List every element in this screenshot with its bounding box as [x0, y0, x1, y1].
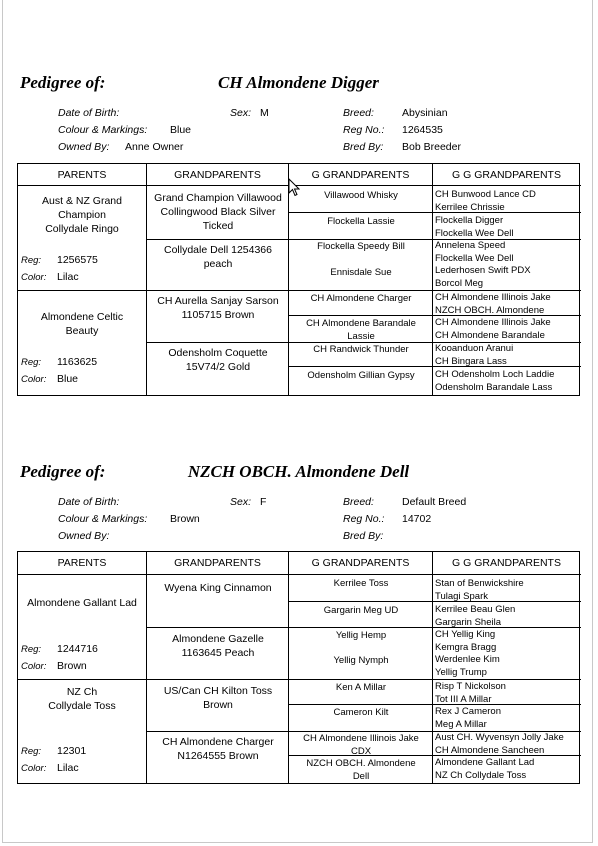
breed-field	[343, 107, 448, 119]
regno-value: 14702	[402, 513, 432, 525]
dam-color: Color: Lilac	[21, 762, 79, 774]
great-grandparent-4: Yellig Nymph	[333, 655, 389, 666]
breed-label: Breed:	[343, 496, 374, 508]
great-grandparent-3: Yellig Hemp	[335, 630, 387, 641]
breed-value: Abysinian	[402, 107, 448, 119]
dob-field	[58, 496, 119, 508]
regno-field	[343, 513, 432, 525]
great-grandparent-2: Flockella Lassie	[327, 216, 395, 227]
colour-value: Brown	[170, 513, 200, 525]
pedigree-name: CH Almondene Digger	[218, 73, 379, 92]
great-grandparent-8: NZCH OBCH. Almondene Dell	[306, 758, 416, 782]
pedigree-table	[17, 163, 580, 396]
grandparent-4: CH Almondene Charger N1264555 Brown	[162, 736, 274, 762]
sire-color: Color: Brown	[21, 660, 87, 672]
grandparent-1: Grand Champion Villawood Collingwood Black Silver Ticked	[154, 192, 282, 232]
great-grandparent-5: CH Almondene Charger	[310, 293, 412, 304]
bredby-field	[343, 530, 383, 542]
mouse-pointer-icon	[288, 178, 300, 197]
owned-label: Owned By:	[58, 530, 110, 542]
gg-grandparent-pair-6: Rex J Cameron Meg A Millar	[435, 706, 501, 730]
bredby-field	[343, 141, 461, 153]
gg-grandparent-pair-3: CH Yellig King Kemgra Bragg Werdenlee Kim Yellig Trump	[435, 629, 500, 678]
grandparent-1: Wyena King Cinnamon	[164, 582, 272, 594]
dob-label: Date of Birth:	[58, 496, 120, 508]
colour-label: Colour & Markings:	[58, 124, 148, 136]
great-grandparent-7: CH Randwick Thunder	[313, 344, 409, 355]
gg-grandparent-pair-8: CH Odensholm Loch Laddie Odensholm Barandale Lass	[435, 369, 555, 393]
regno-value: 1264535	[402, 124, 443, 136]
colour-value: Blue	[170, 124, 192, 136]
sire-reg: Reg: 1256575	[21, 254, 98, 266]
dam-name: NZ Ch Collydale Toss	[48, 686, 116, 712]
grandparent-3: CH Aurella Sanjay Sarson 1105715 Brown	[157, 295, 279, 321]
col-header-grandparents: GRANDPARENTS	[174, 169, 261, 181]
sex-field	[230, 107, 269, 119]
col-header-ggp: G GRANDPARENTS	[311, 557, 410, 569]
dam-reg: Reg: 1163625	[21, 356, 98, 368]
sex-field	[230, 496, 267, 508]
sex-label: Sex:	[230, 496, 252, 508]
gg-grandparent-pair-6: CH Almondene Illinois Jake CH Almondene Barandale	[435, 317, 551, 341]
grandparent-3: US/Can CH Kilton Toss Brown	[163, 685, 273, 711]
grandparent-2: Almondene Gazelle 1163645 Peach	[172, 633, 264, 659]
grandparent-2: Collydale Dell 1254366 peach	[164, 244, 272, 270]
breed-label: Breed:	[343, 107, 374, 119]
sex-value: M	[260, 107, 269, 119]
great-grandparent-5: Ken A Millar	[335, 682, 387, 693]
col-header-parents: PARENTS	[57, 557, 107, 569]
gg-grandparent-pair-3: Annelena Speed Flockella Wee Dell Lederhosen Swift PDX Borcol Meg	[435, 240, 531, 289]
gg-grandparent-pair-8: Almondene Gallant Lad NZ Ch Collydale Toss	[435, 757, 535, 781]
bredby-label: Bred By:	[343, 530, 384, 542]
great-grandparent-2: Gargarin Meg UD	[323, 605, 399, 616]
breed-value: Default Breed	[402, 496, 467, 508]
sire-color: Color: Lilac	[21, 271, 79, 283]
col-header-grandparents: GRANDPARENTS	[174, 557, 261, 569]
bredby-label: Bred By:	[343, 141, 384, 153]
owned-field	[58, 141, 184, 153]
great-grandparent-3: Flockella Speedy Bill	[317, 241, 405, 252]
great-grandparent-4: Ennisdale Sue	[330, 267, 392, 278]
regno-label: Reg No.:	[343, 513, 385, 525]
pedigree-name: NZCH OBCH. Almondene Dell	[187, 462, 410, 481]
dob-label: Date of Birth:	[58, 107, 120, 119]
great-grandparent-1: Villawood Whisky	[324, 190, 398, 201]
dam-name: Almondene Celtic Beauty	[40, 311, 124, 337]
gg-grandparent-pair-7: Kooanduon Aranui CH Bingara Lass	[435, 343, 514, 367]
gg-grandparent-pair-2: Kerrilee Beau Glen Gargarin Sheila	[435, 604, 516, 628]
owned-field	[58, 530, 109, 542]
sex-value: F	[260, 496, 267, 508]
col-header-parents: PARENTS	[57, 169, 107, 181]
pedigree-table	[17, 551, 580, 784]
great-grandparent-6: CH Almondene Barandale Lassie	[306, 318, 416, 342]
sex-label: Sex:	[230, 107, 252, 119]
pedigree-label: Pedigree of:	[20, 462, 106, 481]
owned-label: Owned By:	[58, 141, 110, 153]
col-header-ggp: G GRANDPARENTS	[311, 169, 410, 181]
owned-value: Anne Owner	[125, 141, 184, 153]
col-header-gggp: G G GRANDPARENTS	[452, 169, 561, 181]
colour-label: Colour & Markings:	[58, 513, 148, 525]
dam-reg: Reg: 12301	[21, 745, 87, 757]
col-header-gggp: G G GRANDPARENTS	[452, 557, 561, 569]
sire-name: Aust & NZ Grand Champion Collydale Ringo	[42, 195, 122, 235]
dob-field	[58, 107, 119, 119]
gg-grandparent-pair-1: CH Bunwood Lance CD Kerrilee Chrissie	[435, 189, 536, 213]
dam-color: Color: Blue	[21, 373, 79, 385]
sire-name: Almondene Gallant Lad	[27, 597, 137, 609]
great-grandparent-1: Kerrilee Toss	[333, 578, 389, 589]
breed-field	[343, 496, 467, 508]
gg-grandparent-pair-5: CH Almondene Illinois Jake NZCH OBCH. Almondene	[435, 292, 551, 316]
great-grandparent-7: CH Almondene Illinois Jake CDX	[303, 733, 419, 757]
gg-grandparent-pair-1: Stan of Benwickshire Tulagi Spark	[435, 578, 524, 602]
great-grandparent-8: Odensholm Gillian Gypsy	[307, 370, 415, 381]
pedigree-label: Pedigree of:	[20, 73, 106, 92]
gg-grandparent-pair-7: Aust CH. Wyvensyn Jolly Jake CH Almondene Sancheen	[435, 732, 564, 756]
regno-label: Reg No.:	[343, 124, 385, 136]
colour-field	[58, 513, 200, 525]
gg-grandparent-pair-5: Risp T Nickolson Tot III A Millar	[435, 681, 506, 705]
sire-reg: Reg: 1244716	[21, 643, 98, 655]
colour-field	[58, 124, 192, 136]
great-grandparent-6: Cameron Kilt	[333, 707, 389, 718]
bredby-value: Bob Breeder	[402, 141, 461, 153]
regno-field	[343, 124, 443, 136]
gg-grandparent-pair-2: Flockella Digger Flockella Wee Dell	[435, 215, 514, 239]
grandparent-4: Odensholm Coquette 15V74/2 Gold	[168, 347, 268, 373]
